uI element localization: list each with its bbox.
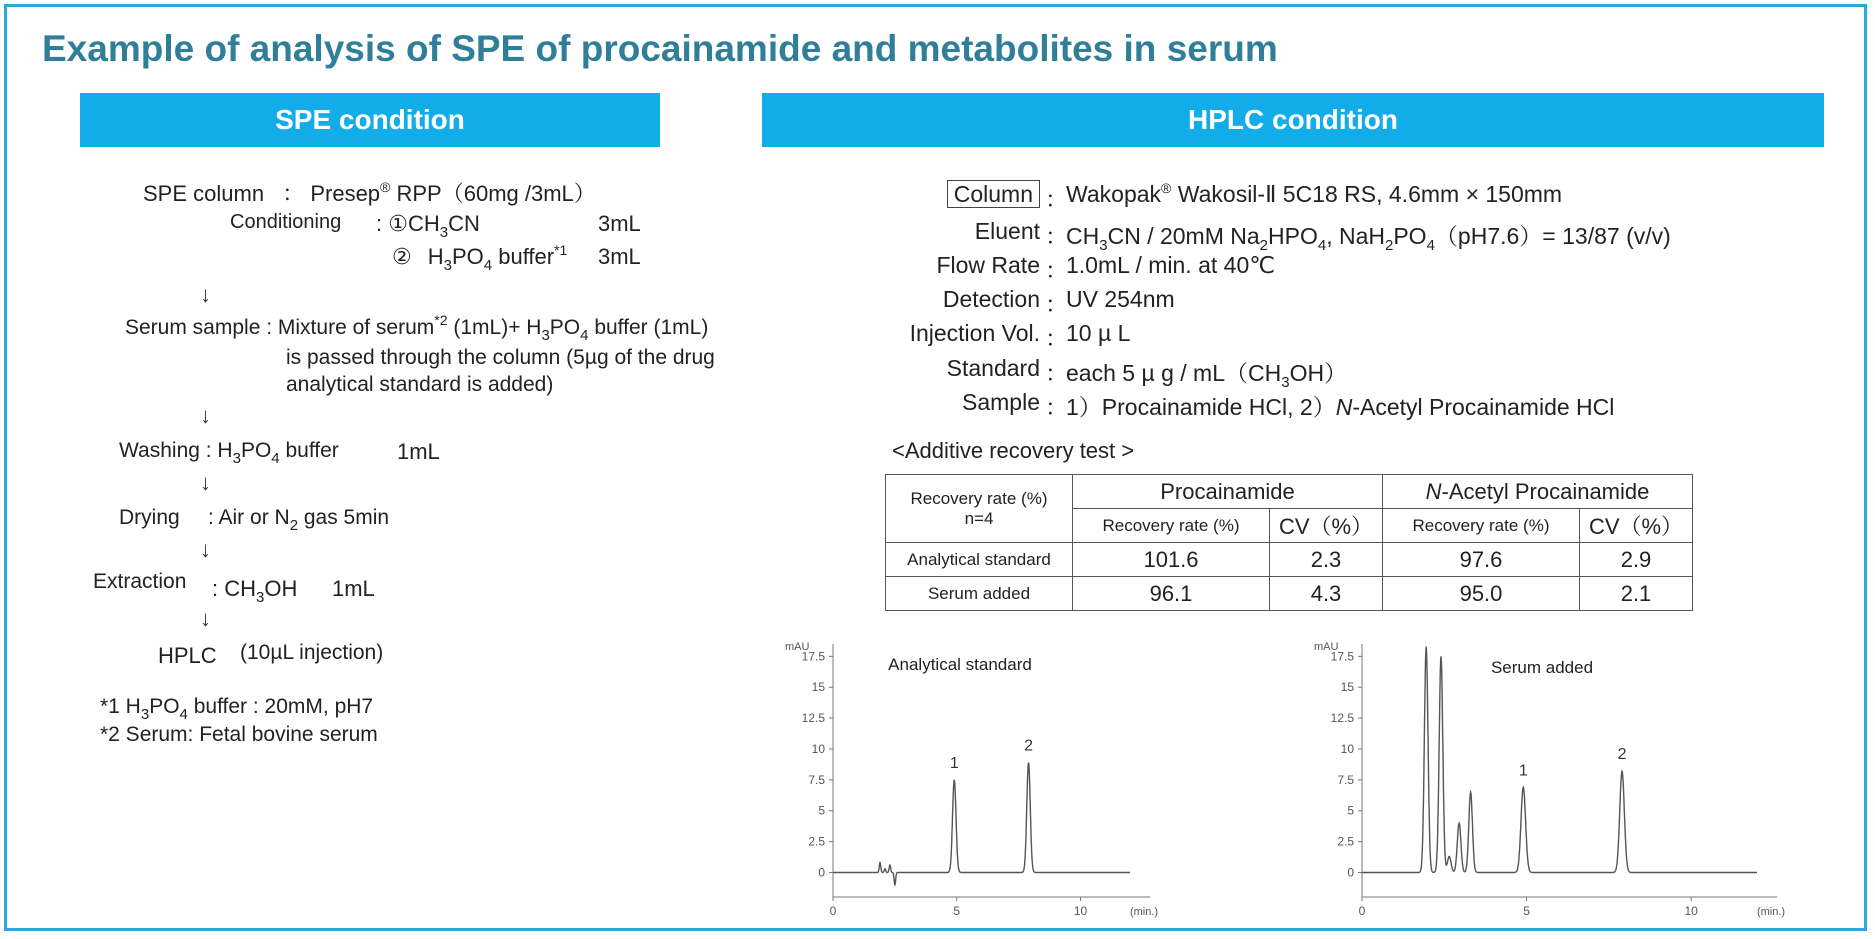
chart-title: Analytical standard (888, 655, 1032, 674)
trace-line (833, 763, 1130, 885)
hplc-row-label: Sample (962, 389, 1040, 415)
recovery-test-heading: <Additive recovery test > (892, 438, 1135, 463)
table-cell: 95.0 (1383, 577, 1580, 611)
hplc-row-label: Column (770, 181, 1040, 208)
y-tick-label: 17.5 (801, 649, 825, 664)
y-tick-label: 2.5 (1337, 834, 1354, 849)
washing-step: Washing : $H_3PO_4$ buffer (119, 439, 339, 467)
recovery-table (885, 474, 1693, 611)
table-cell: 2.9 (1580, 543, 1693, 577)
conditioning-step-1: : $①CH_3CN$ (376, 211, 480, 241)
hplc-condition-banner: HPLC condition (762, 93, 1824, 147)
hplc-row-label: Flow Rate (936, 252, 1040, 278)
hplc-injection-value: 10 µ L (1066, 320, 1131, 346)
hplc-eluent-value: $CH_3CN / 20mM$ $Na_2HPO_4$, $NaH_2PO_4(pH7.6)= 13/87$ (v/v) (1066, 223, 1671, 254)
recovery-rate-header: Recovery rate (%) (1383, 509, 1580, 543)
flow-arrow: ↓ (200, 282, 211, 307)
washing-volume: 1mL (397, 439, 440, 464)
trace-line (1362, 647, 1757, 873)
spe-condition-banner: SPE condition (80, 93, 660, 147)
x-tick-label: 5 (1523, 904, 1530, 918)
table-row (886, 543, 1693, 577)
flow-arrow: ↓ (200, 537, 211, 562)
x-axis-label: (min.) (1756, 906, 1786, 918)
flow-arrow: ↓ (200, 606, 211, 631)
conditioning-step-1-volume: 3mL (598, 211, 641, 236)
x-axis-label: (min.) (1129, 906, 1159, 918)
procainamide-header: Procainamide (1073, 475, 1383, 509)
footnote-2: *2 Serum: Fetal bovine serum (100, 723, 378, 746)
y-tick-label: 0 (1347, 865, 1354, 880)
hplc-row-colon: ： (1045, 223, 1068, 249)
y-axis-label: mAU (1314, 641, 1339, 653)
chart-title: Serum added (1490, 658, 1594, 677)
hplc-row-colon: ： (1045, 257, 1068, 283)
hplc-step-label: HPLC (158, 643, 217, 668)
y-tick-label: 7.5 (808, 772, 825, 787)
hplc-flow-rate-value: 1.0mL / min. at 40℃ (1066, 252, 1276, 278)
drying-step: : Air or $N_2$ gas 5min (208, 506, 390, 534)
y-tick-label: 15 (811, 680, 825, 695)
y-axis-label: mAU (785, 641, 810, 653)
serum-sample-line3: analytical standard is added) (286, 373, 554, 396)
spe-column-value: Presep® RPP（60mg /3mL） (310, 179, 596, 206)
chromatogram-serum-added (1302, 636, 1786, 918)
serum-sample-line1: Serum sample : Mixture of serum$^{*2}$ $(1mL)+ H_3PO_4$ buffer (1mL) (125, 312, 709, 344)
drying-label: Drying (119, 506, 180, 529)
table-cell: 97.6 (1383, 543, 1580, 577)
table-cell: 2.1 (1580, 577, 1693, 611)
y-tick-label: 7.5 (1337, 772, 1354, 787)
chromatogram-analytical-standard (770, 636, 1170, 916)
flow-arrow: ↓ (200, 470, 211, 495)
row-label: Analytical standard (886, 543, 1073, 577)
table-cell: 96.1 (1073, 577, 1270, 611)
hplc-row-label: Eluent (974, 218, 1040, 244)
y-tick-label: 5 (1347, 803, 1354, 818)
peak-label: 2 (1024, 737, 1033, 755)
serum-sample-line2: is passed through the column (5µg of the drug (286, 346, 715, 369)
y-tick-label: 10 (1340, 741, 1354, 756)
conditioning-step-2-volume: 3mL (598, 244, 641, 269)
table-corner-cell: Recovery rate (%) n=4 (886, 475, 1073, 543)
recovery-rate-header: Recovery rate (%) (1073, 509, 1270, 543)
hplc-standard-value: each 5 µ g / $mL(CH_3OH)$ (1066, 360, 1348, 391)
conditioning-step-2: ② $H_3PO_4$ buffer$^{*1}$ (392, 242, 568, 274)
table-cell: 101.6 (1073, 543, 1270, 577)
spe-column-colon: ： (282, 181, 305, 206)
hplc-detection-value: UV 254nm (1066, 286, 1175, 312)
hplc-sample-value: 1）Procainamide HCl, 2）N-Acetyl Procainamide HCl (1066, 394, 1615, 420)
extraction-step: : $CH_3OH$ (212, 576, 298, 606)
n-acetyl-procainamide-header: N-Acetyl Procainamide (1383, 475, 1693, 509)
x-tick-label: 5 (953, 904, 961, 918)
table-cell: 2.3 (1270, 543, 1383, 577)
y-tick-label: 0 (818, 865, 825, 880)
hplc-row-label: Standard (946, 355, 1040, 381)
peak-label: 1 (1518, 762, 1528, 780)
table-row (886, 577, 1693, 611)
extraction-label: Extraction (93, 570, 187, 593)
hplc-row-colon: ： (1045, 291, 1068, 317)
hplc-column-value: Wakopak® Wakosil-Ⅱ 5C18 RS, 4.6mm × 150mm (1066, 180, 1563, 207)
row-label: Serum added (886, 577, 1073, 611)
hplc-row-colon: ： (1045, 394, 1068, 420)
x-tick-label: 10 (1073, 904, 1088, 918)
y-tick-label: 12.5 (801, 711, 825, 726)
x-tick-label: 0 (829, 904, 837, 918)
y-tick-label: 17.5 (1330, 649, 1354, 664)
y-tick-label: 12.5 (1330, 711, 1354, 726)
x-tick-label: 10 (1684, 904, 1698, 918)
cv-header: CV（%） (1580, 509, 1693, 543)
page-title: Example of analysis of SPE of procainamide and metabolites in serum (42, 28, 1278, 69)
extraction-volume: 1mL (332, 576, 375, 601)
serum-sample-label: Serum sample (125, 316, 261, 339)
hplc-step-note: (10µL injection) (240, 641, 384, 664)
peak-label: 1 (949, 754, 959, 772)
x-tick-label: 0 (1358, 904, 1366, 918)
spe-column-label: SPE column (143, 181, 265, 206)
hplc-row-colon: ： (1045, 325, 1068, 351)
conditioning-label: Conditioning (230, 211, 342, 233)
y-tick-label: 10 (811, 741, 825, 756)
peak-label: 2 (1617, 746, 1627, 764)
y-tick-label: 5 (818, 803, 825, 818)
footnote-1: *1 $H_3PO_4$ buffer : 20mM, pH7 (100, 695, 374, 723)
hplc-row-label: Injection Vol. (909, 320, 1040, 346)
hplc-row-label: Detection (942, 286, 1040, 312)
cv-header: CV（%） (1270, 509, 1383, 543)
y-tick-label: 2.5 (808, 834, 825, 849)
hplc-row-colon: ： (1045, 186, 1068, 212)
flow-arrow: ↓ (200, 403, 211, 428)
table-cell: 4.3 (1270, 577, 1383, 611)
y-tick-label: 15 (1340, 680, 1354, 695)
spe-column-line (143, 177, 596, 208)
hplc-row-colon: ： (1045, 360, 1068, 386)
